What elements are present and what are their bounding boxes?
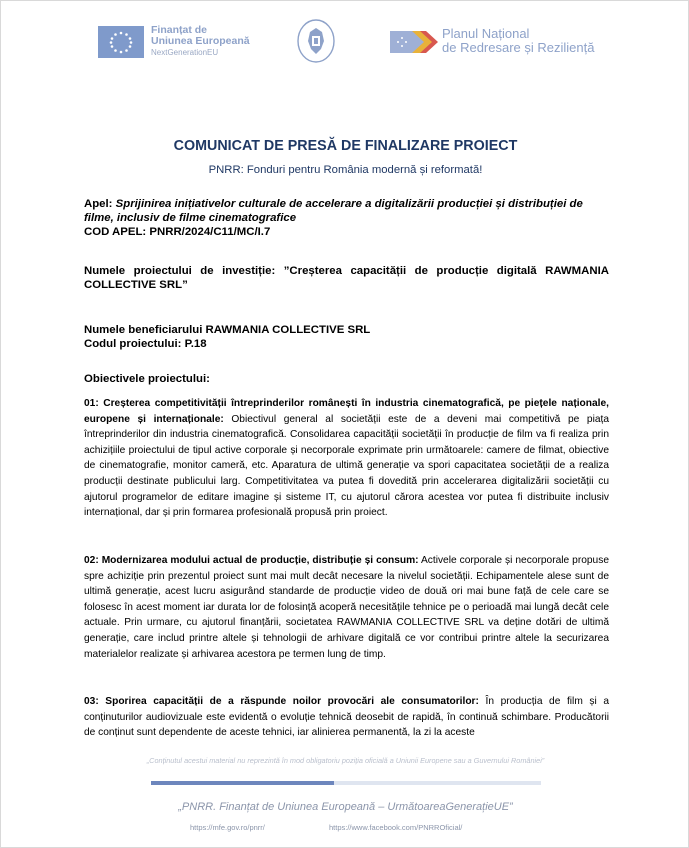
objective-title: 03: Sporirea capacității de a răspunde noilor provocări ale consumatorilor: (84, 696, 479, 707)
objective-item (84, 396, 609, 521)
pnrr-line-2: de Redresare și Reziliență (442, 40, 595, 55)
footer-bar-accent (151, 781, 334, 785)
pnrr-logo-icon (390, 29, 438, 55)
pnrr-line-1: Planul Național (442, 26, 530, 41)
footer-slogan: „PNRR. Finanțat de Uniunea Europeană – UrmătoareaGenerațieUE” (178, 801, 513, 813)
project-name: Numele proiectului de investiție: ”Creșterea capacității de producție digitală RAWMANIA COLLECTIVE SRL” (84, 265, 609, 291)
page-title: COMUNICAT DE PRESĂ DE FINALIZARE PROIECT (173, 138, 518, 154)
apel-block (84, 197, 609, 239)
objective-item (84, 553, 609, 662)
footer-links (190, 823, 524, 832)
objective-title: 02: Modernizarea modului actual de producție, distribuție și consum: (84, 555, 419, 566)
pnrr-logo-text (442, 27, 594, 55)
apel-paragraph (84, 197, 609, 225)
objective-title: 01: Creșterea competitivității întreprinderilor românești în industria cinematografică, pe piețele naționale, europene și internaționale: (84, 398, 609, 425)
objective-text: Activele corporale și necorporale propuse spre achiziție prin prezentul proiect sunt mai mult decât necesare la nivelul societății. Echipamentele alese sunt de ultimă generație, acest lucru asigurând standarde de producție video de două ori mai bune față de cele care se folosesc în acest moment iar durata lor de folosință acoperă necesitățile tehnice pe o perioadă mai lungă decât cele actuale. Prin urmare, cu ajutorul finanțării, societatea RAWMANIA COLLECTIVE SRL va deține dotări de ultimă generație, care includ printre altele și tehnologii de arhivare digitală ce vor contribui printre altele la securizarea materialelor realizate și arhivarea acestora pe termen lung de timp. (84, 555, 609, 660)
eu-line-3: NextGenerationEU (151, 48, 219, 57)
objectives-heading: Obiectivele proiectului: (84, 373, 210, 385)
footer-link-mfe[interactable]: https://mfe.gov.ro/pnrr/ (190, 823, 265, 832)
beneficiary-name: Numele beneficiarului RAWMANIA COLLECTIVE SRL (84, 324, 371, 336)
footer-link-facebook[interactable]: https://www.facebook.com/PNRROficial/ (328, 823, 463, 832)
government-crest-icon (297, 19, 335, 63)
apel-code: COD APEL: PNRR/2024/C11/MC/I.7 (84, 226, 271, 238)
page-subtitle: PNRR: Fonduri pentru România modernă și reformată! (208, 164, 483, 176)
eu-line-2: Uniunea Europeană (151, 35, 250, 47)
eu-flag-icon (98, 26, 144, 58)
objective-text: În producția de film și a conținuturilor audiovizuale este evidentă o evoluție tehnică deosebit de rapidă, în continuă schimbare. Producătorii de conținut sunt dependente de aceste tehnici, iar alinierea permanentă, la zi la aceste (84, 696, 609, 739)
objective-item (84, 694, 609, 741)
beneficiary-block (84, 323, 609, 351)
eu-line-1: Finanțat de (151, 24, 208, 36)
eu-logo-text (151, 25, 250, 58)
objective-text: Obiectivul general al societății este de a deveni mai competitivă pe piața întreprinderilor din industria cinematografică. Consolidarea capacității societății în producție de film va fi realiza prin achizițiile proiectului de tipul active corporale și necorporale exprimate prin următoarele: camere de filmat, obiective de cinematografie, monitor cameră, etc. Aparatura de ultimă generație va spori capacitatea societății de a realiza producții destinate publicului larg. Competitivitatea va putea fi dovedită prin accelerarea digitalizării societății cu ajutorul programelor de editare imagine și sisteme IT, cu ajutorul cărora acestea vor putea fi distribuite inclusiv internațional, dar și prin formarea profesională propusă prin proiect. (84, 413, 609, 519)
footer-disclaimer: „Conținutul acestui material nu reprezintă în mod obligatoriu poziția oficială a Uniunii Europene sau a Guvernului României” (146, 756, 545, 765)
apel-label: Apel: (84, 198, 113, 210)
apel-text: Sprijinirea inițiativelor culturale de accelerare a digitalizării producției și distribuției de filme, inclusiv de filme cinematografice (84, 198, 583, 224)
project-code: Codul proiectului: P.18 (84, 338, 207, 350)
